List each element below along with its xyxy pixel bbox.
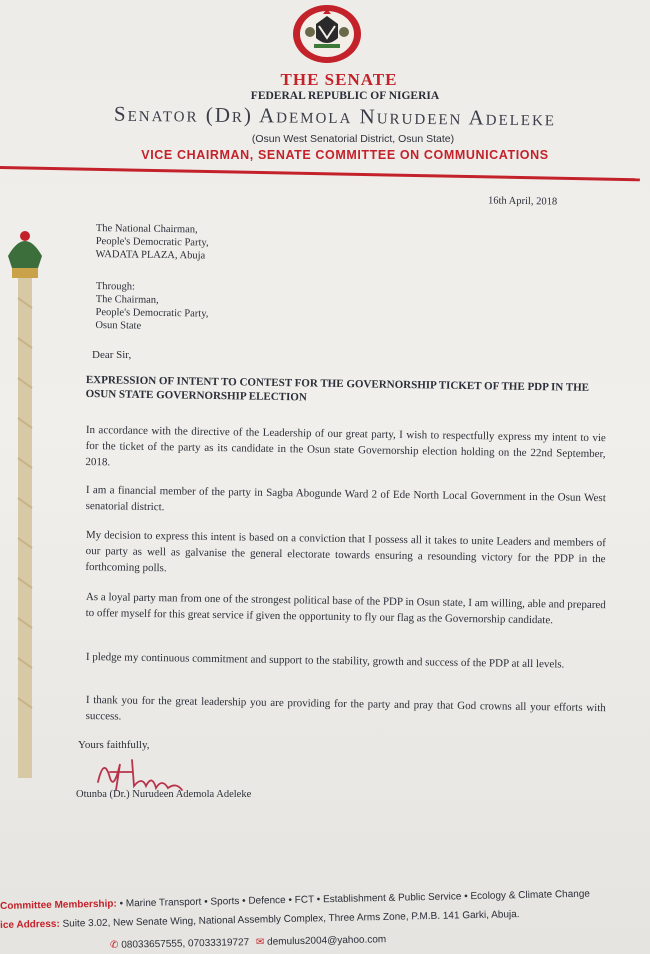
salutation: Dear Sir, bbox=[92, 349, 132, 361]
nigeria-coat-of-arms-icon bbox=[288, 2, 366, 64]
membership-label: Committee Membership: bbox=[0, 898, 117, 912]
through-address bbox=[95, 280, 209, 334]
office-address: Suite 3.02, New Senate Wing, National Assembly Complex, Three Arms Zone, P.M.B. 141 Garki, Abuja. bbox=[62, 909, 520, 930]
recipient-line: The National Chairman, bbox=[95, 222, 198, 236]
letter-date: 16th April, 2018 bbox=[487, 195, 558, 208]
phone-icon: ✆ bbox=[110, 939, 119, 951]
membership-list: • Marine Transport • Sports • Defence • FCT • Establishment & Public Service • Ecology & Climate Change bbox=[119, 888, 591, 910]
email-address: demulus2004@yahoo.com bbox=[267, 934, 387, 948]
address-label: ice Address: bbox=[0, 918, 60, 931]
country-heading: FEDERAL REPUBLIC OF NIGERIA bbox=[250, 90, 440, 102]
through-label: Through: bbox=[95, 280, 136, 293]
recipient-address bbox=[95, 222, 208, 263]
body-paragraph: In accordance with the directive of the Leadership of our great party, I wish to respectfully express my intent to vie for the ticket of the party as its candidate in the Osun state Governorship election holding on the 22nd September, 2018. bbox=[85, 423, 606, 469]
recipient-line: People's Democratic Party, bbox=[95, 235, 209, 249]
body-paragraph: I am a financial member of the party in Sagba Abogunde Ward 2 of Ede North Local Government in the Osun West senatorial district. bbox=[85, 483, 606, 514]
phone-numbers: 08033657555, 07033319727 bbox=[121, 937, 250, 951]
closing: Yours faithfully, bbox=[78, 739, 150, 751]
body-paragraph: I pledge my continuous commitment and support to the stability, growth and success of the PDP at all levels. bbox=[85, 650, 565, 671]
header-divider bbox=[0, 166, 640, 181]
signatory-name: Otunba (Dr.) Nurudeen Ademola Adeleke bbox=[76, 789, 252, 800]
contact-line bbox=[110, 934, 386, 951]
body-paragraph: As a loyal party man from one of the strongest political base of the PDP in Osun state, I am willing, able and prepared to offer myself for this great service if given the opportunity to fly our flag as the Governorship candidate. bbox=[85, 590, 606, 627]
senate-heading: THE SENATE bbox=[280, 70, 398, 89]
letter-subject: EXPRESSION OF INTENT TO CONTEST FOR THE GOVERNORSHIP TICKET OF THE PDP IN THE OSUN STATE GOVERNORSHIP ELECTION bbox=[85, 373, 590, 404]
committee-position: VICE CHAIRMAN, SENATE COMMITTEE ON COMMUNICATIONS bbox=[141, 148, 549, 162]
body-paragraph: My decision to express this intent is based on a conviction that I possess all it takes to unite Leaders and members of our party as well as galvanise the general electorate towards ensuring a resounding victory for the PDP in the forthcoming polls. bbox=[85, 528, 606, 575]
office-address-line bbox=[0, 906, 650, 931]
through-line: Osun State bbox=[95, 319, 142, 332]
senator-name: Senator (Dr) Ademola Nurudeen Adeleke bbox=[113, 101, 557, 131]
email-icon: ✉ bbox=[255, 936, 265, 948]
through-line: People's Democratic Party, bbox=[95, 306, 209, 320]
recipient-line: WADATA PLAZA, Abuja bbox=[95, 248, 206, 262]
body-paragraph: I thank you for the great leadership you are providing for the party and pray that God crowns all your efforts with success. bbox=[85, 693, 606, 723]
handwritten-signature bbox=[92, 752, 202, 794]
through-line: The Chairman, bbox=[95, 293, 159, 306]
senatorial-district: (Osun West Senatorial District, Osun State) bbox=[251, 133, 455, 145]
senate-mace-icon bbox=[0, 228, 50, 788]
